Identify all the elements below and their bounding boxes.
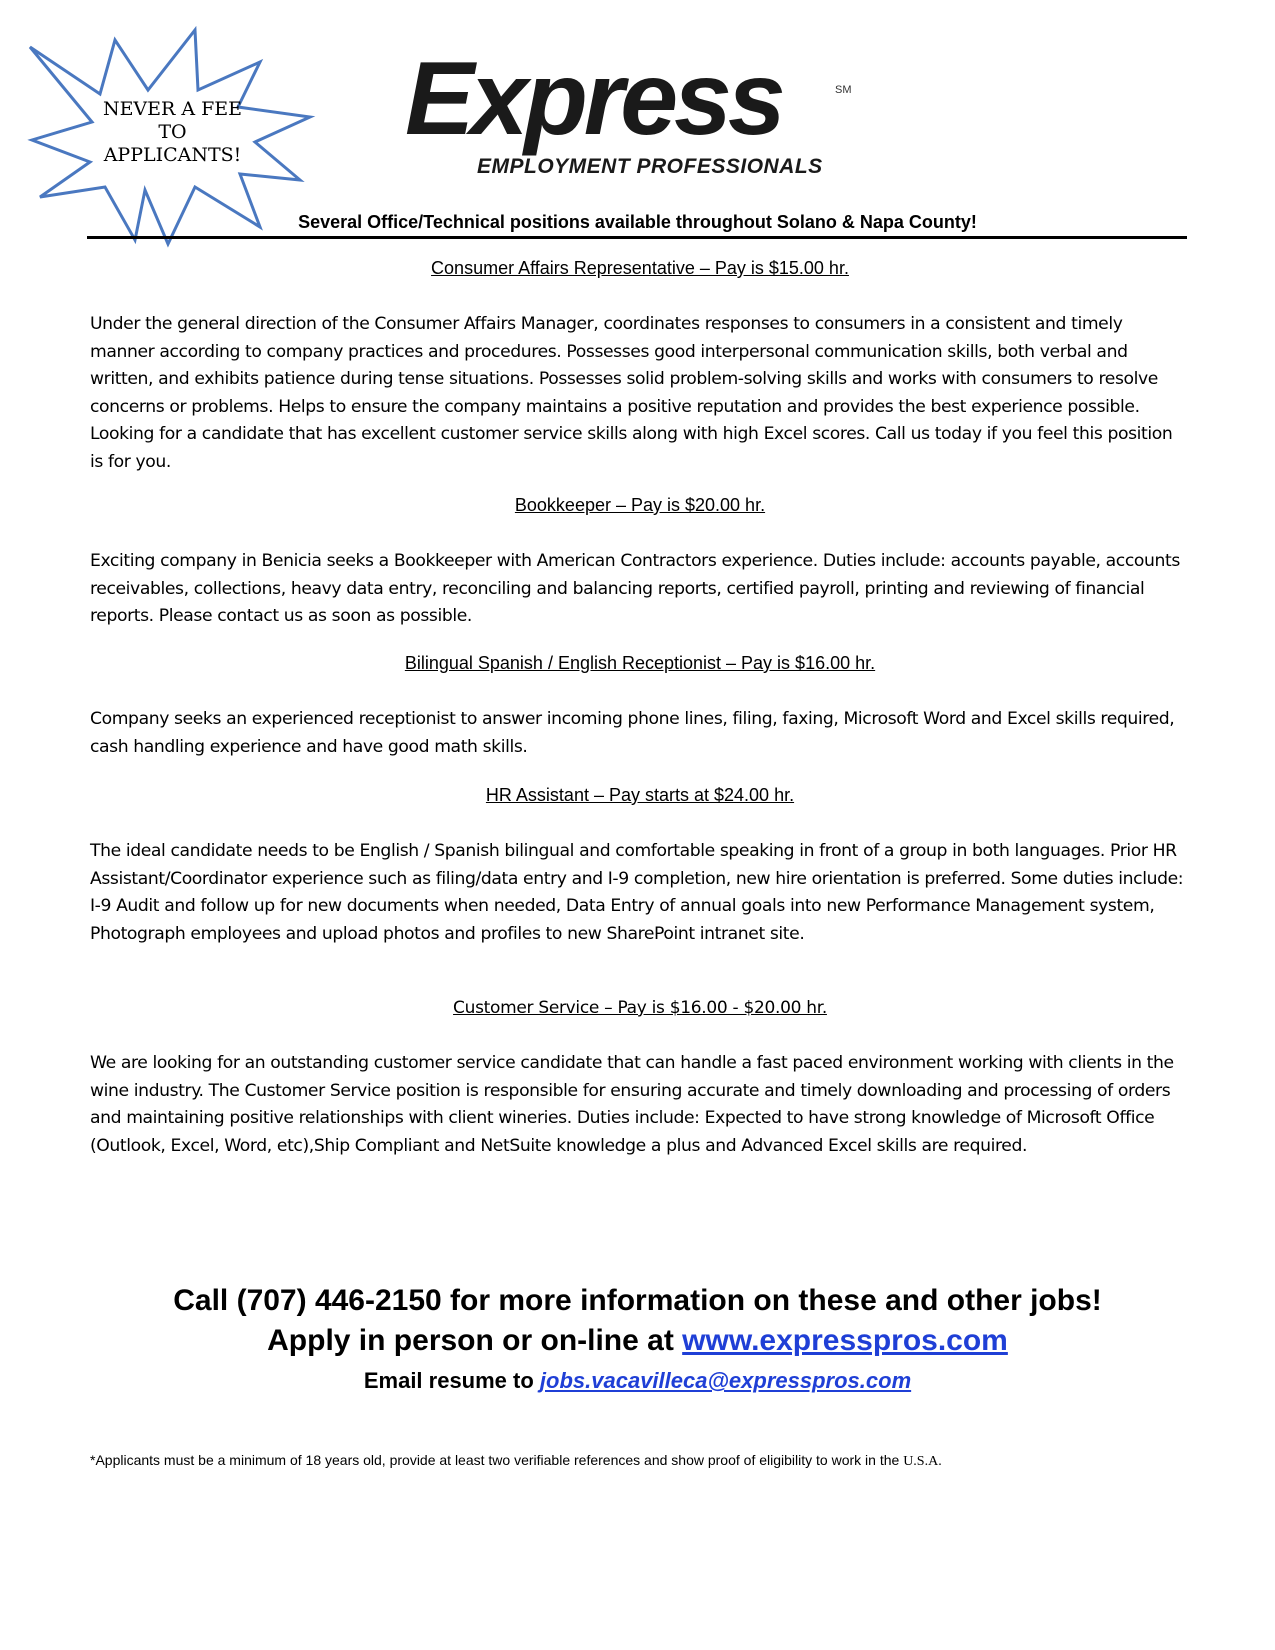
job-title: Bilingual Spanish / English Receptionist – Pay is $16.00 hr.: [404, 653, 876, 673]
call-line: Call (707) 446-2150 for more information on these and other jobs!: [173, 1284, 1102, 1317]
page-headline: Several Office/Technical positions available throughout Solano & Napa County!: [298, 212, 977, 232]
job-description: The ideal candidate needs to be English / Spanish bilingual and comfortable speaking in front of a group in both languages. Prior HR Assistant/Coordinator experience such as filing/data entry and I-9 completion, new hire orientation is preferred. Some duties include: I-9 Audit and follow up for new documents when needed, Data Entry of annual goals into new Performance Management system, Photograph employees and upload photos and profiles to new SharePoint intranet site.: [90, 841, 1184, 944]
job-listing: [90, 653, 1190, 761]
job-description: We are looking for an outstanding customer service candidate that can handle a fast paced environment working with clients in the wine industry. The Customer Service position is responsible for ensuring accurate and timely downloading and processing of orders and maintaining positive relationships with client wineries. Duties include: Expected to have strong knowledge of Microsoft Office (Outlook, Excel, Word, etc),Ship Compliant and NetSuite knowledge a plus and Advanced Excel skills are required.: [90, 1053, 1174, 1156]
job-description: Under the general direction of the Consumer Affairs Manager, coordinates responses to consumers in a consistent and timely manner according to company practices and procedures. Possesses good interpersonal communication skills, both verbal and written, and exhibits patience during tense situations. Possesses solid problem-solving skills and works with consumers to resolve concerns or problems. Helps to ensure the company maintains a positive reputation and provides the best experience possible. Looking for a candidate that has excellent customer service skills along with high Excel scores. Call us today if you feel this position is for you.: [90, 314, 1173, 472]
job-title: HR Assistant – Pay starts at $24.00 hr.: [485, 785, 795, 805]
job-listing: [90, 495, 1190, 631]
email-line: [0, 1368, 1275, 1394]
website-link[interactable]: www.expresspros.com: [682, 1324, 1008, 1357]
job-title: Consumer Affairs Representative – Pay is $15.00 hr.: [431, 258, 849, 278]
header-divider: [87, 236, 1187, 239]
job-description: Exciting company in Benicia seeks a Bookkeeper with American Contractors experience. Duties include: accounts payable, accounts receivables, collections, heavy data entry, reconciling and balancing reports, certified payroll, printing and reviewing of financial reports. Please contact us as soon as possible.: [90, 551, 1180, 626]
badge-text: [90, 98, 255, 167]
badge-line-3: APPLICANTS!: [103, 144, 242, 166]
eligibility-disclaimer: [90, 1452, 942, 1470]
express-logo: [405, 41, 875, 183]
job-listing: [90, 258, 1190, 476]
job-title: Customer Service – Pay is $16.00 - $20.00 hr.: [453, 998, 827, 1018]
badge-line-1: NEVER A FEE: [102, 98, 243, 120]
job-listing: [90, 785, 1190, 948]
logo-tagline: EMPLOYMENT PROFESSIONALS: [477, 155, 823, 178]
job-listing: [90, 998, 1190, 1160]
job-description: Company seeks an experienced receptionist to answer incoming phone lines, filing, faxing, Microsoft Word and Excel skills required, cash handling experience and have good math skills.: [90, 709, 1175, 757]
apply-prefix: Apply in person or on-line at: [267, 1324, 683, 1357]
job-title: Bookkeeper – Pay is $20.00 hr.: [514, 495, 766, 515]
badge-line-2: TO: [158, 121, 187, 143]
email-link[interactable]: jobs.vacavilleca@expresspros.com: [539, 1368, 912, 1393]
apply-line: [0, 1324, 1275, 1358]
logo-service-mark: SM: [835, 84, 852, 96]
disclaimer-text: *Applicants must be a minimum of 18 years old, provide at least two verifiable references and show proof of eligibility to work in the: [90, 1452, 904, 1468]
logo-wordmark: Express: [405, 41, 782, 157]
disclaimer-country: U.S.A.: [903, 1454, 942, 1469]
email-prefix: Email resume to: [363, 1368, 540, 1393]
